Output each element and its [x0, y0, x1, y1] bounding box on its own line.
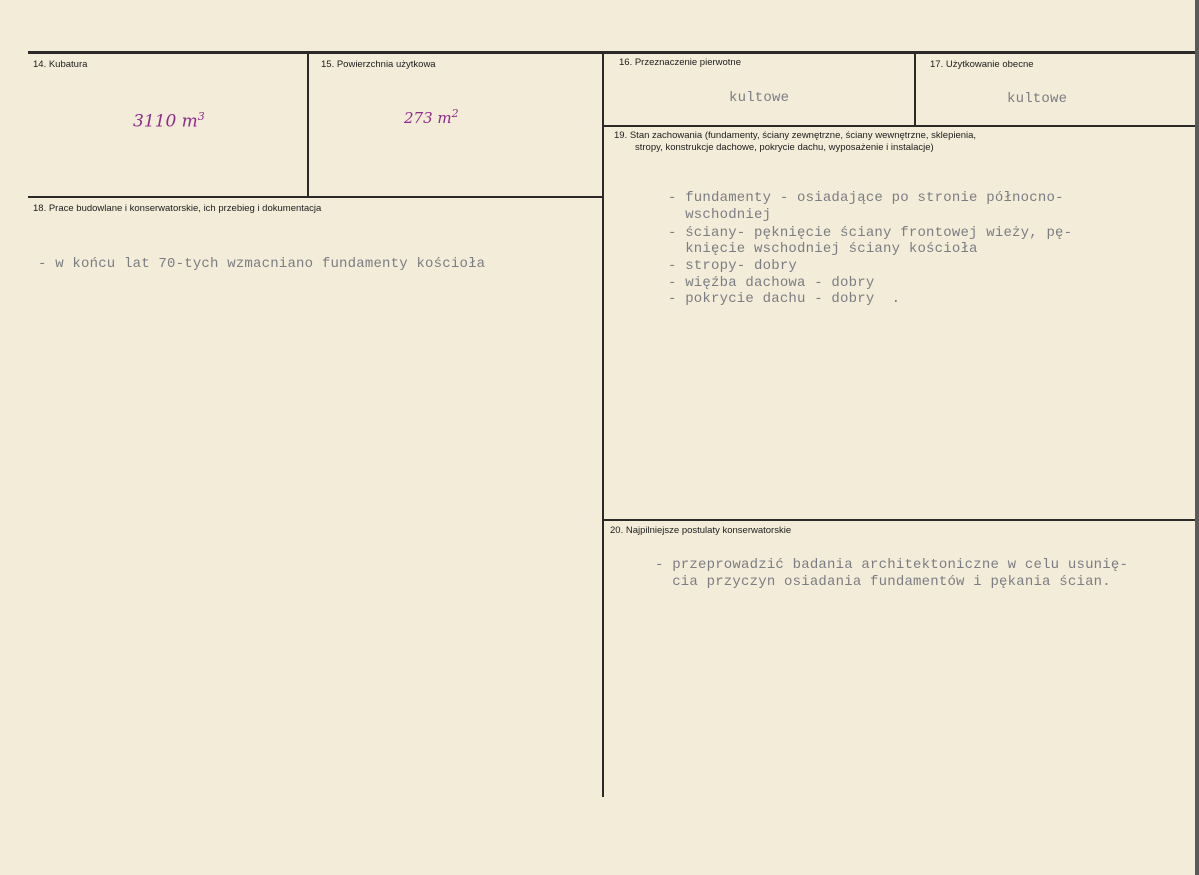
field-19-line: - fundamenty - osiadające po stronie północno-	[668, 190, 1064, 206]
field-15-label: 15. Powierzchnia użytkowa	[321, 59, 436, 70]
field-14-label: 14. Kubatura	[33, 59, 88, 70]
field-20-line: - przeprowadzić badania architektoniczne w celu usunię-	[655, 557, 1129, 573]
divider-left-vertical	[307, 53, 309, 196]
field-19-line: knięcie wschodniej ściany kościoła	[668, 241, 978, 257]
field-14-number: 3110 m	[133, 111, 198, 132]
divider-right-vertical	[914, 53, 916, 125]
rule-below-16-17	[603, 125, 1199, 127]
field-19-line: wschodniej	[668, 207, 772, 223]
field-19-line: - pokrycie dachu - dobry .	[668, 291, 901, 307]
field-17-value: kultowe	[1007, 91, 1068, 107]
top-rule	[28, 51, 1199, 54]
field-19-line: - stropy- dobry	[668, 258, 798, 274]
field-19-label-line1: 19. Stan zachowania (fundamenty, ściany zewnętrzne, ściany wewnętrzne, sklepienia,	[614, 130, 977, 141]
field-19-line: - ściany- pęknięcie ściany frontowej wieży, pę-	[668, 225, 1073, 241]
field-18-label: 18. Prace budowlane i konserwatorskie, ich przebieg i dokumentacja	[33, 203, 322, 214]
field-16-value: kultowe	[729, 90, 790, 106]
field-20-label: 20. Najpilniejsze postulaty konserwatorskie	[610, 525, 792, 536]
divider-center-vertical	[602, 53, 604, 797]
field-17-label: 17. Użytkowanie obecne	[930, 59, 1034, 70]
page-edge	[1195, 0, 1199, 875]
rule-below-14-15	[28, 196, 603, 198]
field-15-unit-sup: 2	[451, 107, 459, 120]
field-16-label: 16. Przeznaczenie pierwotne	[619, 57, 741, 68]
field-19-label-line2: stropy, konstrukcje dachowe, pokrycie dachu, wyposażenie i instalacje)	[635, 142, 934, 153]
field-14-value	[133, 110, 205, 132]
field-15-number: 273 m	[404, 109, 452, 127]
field-19-line: - więźba dachowa - dobry	[668, 275, 875, 291]
field-14-unit-sup: 3	[197, 110, 205, 123]
field-20-line: cia przyczyn osiadania fundamentów i pękania ścian.	[655, 574, 1111, 590]
field-15-value	[404, 107, 459, 127]
field-18-line: - w końcu lat 70-tych wzmacniano fundamenty kościoła	[38, 256, 486, 272]
rule-below-19	[603, 519, 1199, 521]
